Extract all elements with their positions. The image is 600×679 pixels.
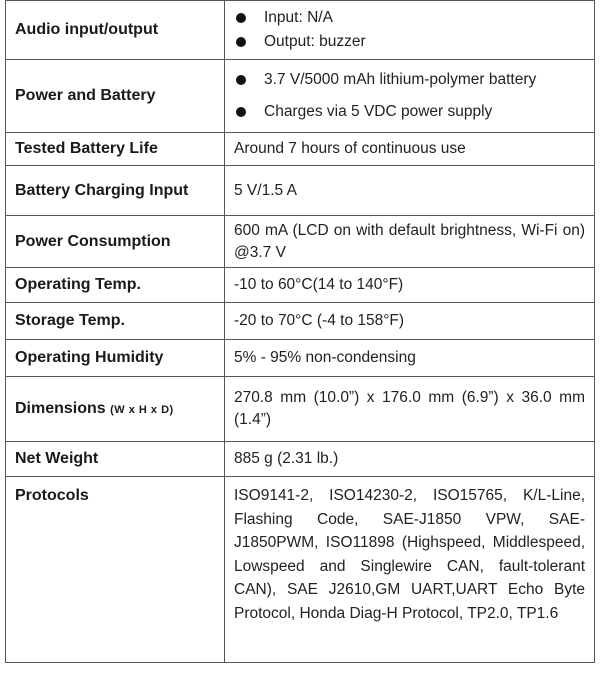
row-value: -10 to 60°C(14 to 140°F) bbox=[225, 268, 595, 303]
row-label: Power and Battery bbox=[6, 60, 225, 133]
table-row bbox=[6, 477, 595, 663]
row-label: Storage Temp. bbox=[6, 303, 225, 340]
list-item bbox=[234, 100, 585, 124]
table-row bbox=[6, 442, 595, 477]
bullet-text: Charges via 5 VDC power supply bbox=[264, 103, 493, 120]
row-label: Net Weight bbox=[6, 442, 225, 477]
row-label bbox=[6, 377, 225, 442]
table-row bbox=[6, 166, 595, 216]
row-value: 270.8 mm (10.0”) x 176.0 mm (6.9”) x 36.0 mm (1.4”) bbox=[225, 377, 595, 442]
bullet-list bbox=[234, 68, 585, 124]
row-value: Around 7 hours of continuous use bbox=[225, 133, 595, 166]
row-value: 5% - 95% non-condensing bbox=[225, 340, 595, 377]
row-value: ISO9141-2, ISO14230-2, ISO15765, K/L-Line, Flashing Code, SAE-J1850 VPW, SAE-J1850PWM, ISO11898 (Highspeed, Middlespeed, Lowspeed and Singlewire CAN, fault-tolerant CAN), SAE J2610,GM UART,UART Echo Byte Protocol, Honda Diag-H Protocol, TP2.0, TP1.6 bbox=[225, 477, 595, 663]
bullet-text: Output: buzzer bbox=[264, 33, 366, 50]
row-value: 5 V/1.5 A bbox=[225, 166, 595, 216]
row-value bbox=[225, 1, 595, 60]
table-row bbox=[6, 216, 595, 268]
bullet-text: 3.7 V/5000 mAh lithium-polymer battery bbox=[264, 71, 537, 88]
list-item bbox=[234, 68, 585, 92]
row-label: Battery Charging Input bbox=[6, 166, 225, 216]
row-label: Operating Temp. bbox=[6, 268, 225, 303]
table-row bbox=[6, 268, 595, 303]
row-value: 885 g (2.31 lb.) bbox=[225, 442, 595, 477]
table-row bbox=[6, 133, 595, 166]
bullet-icon bbox=[236, 13, 246, 23]
bullet-text: Input: N/A bbox=[264, 9, 333, 26]
table-row bbox=[6, 60, 595, 133]
list-item bbox=[234, 30, 585, 54]
dimensions-axes-label: (W x H x D) bbox=[110, 403, 174, 416]
row-value bbox=[225, 60, 595, 133]
table-row bbox=[6, 377, 595, 442]
bullet-list bbox=[234, 6, 585, 54]
row-label: Power Consumption bbox=[6, 216, 225, 268]
row-value: 600 mA (LCD on with default brightness, Wi-Fi on) @3.7 V bbox=[225, 216, 595, 268]
list-item bbox=[234, 6, 585, 30]
row-value: -20 to 70°C (-4 to 158°F) bbox=[225, 303, 595, 340]
bullet-icon bbox=[236, 107, 246, 117]
table-row bbox=[6, 340, 595, 377]
row-label: Protocols bbox=[6, 477, 225, 663]
bullet-icon bbox=[236, 75, 246, 85]
row-label: Operating Humidity bbox=[6, 340, 225, 377]
dimensions-label: Dimensions bbox=[15, 399, 106, 417]
table-row bbox=[6, 1, 595, 60]
row-label: Audio input/output bbox=[6, 1, 225, 60]
bullet-icon bbox=[236, 37, 246, 47]
spec-table bbox=[5, 0, 595, 663]
table-row bbox=[6, 303, 595, 340]
row-label: Tested Battery Life bbox=[6, 133, 225, 166]
